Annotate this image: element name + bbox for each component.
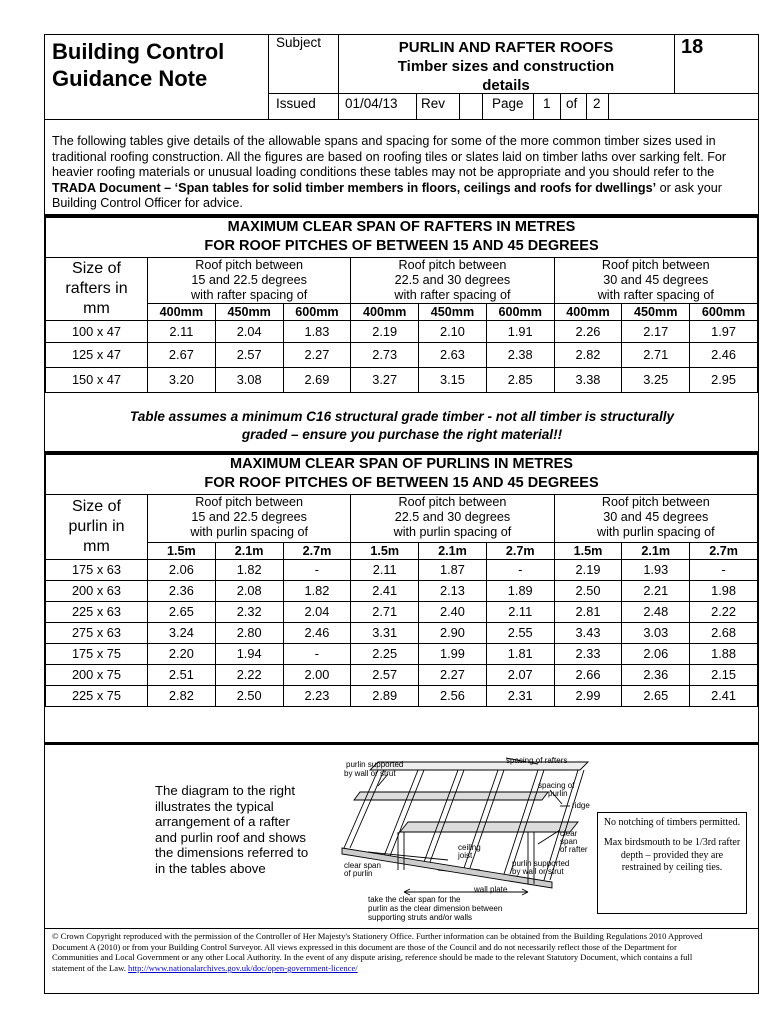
rafters-pitch-group-3: Roof pitch between 30 and 45 degrees with rafter spacing of <box>554 257 757 303</box>
span-value-cell: 2.68 <box>690 622 758 643</box>
purlins-size-header: Size of purlin in mm <box>46 494 148 559</box>
span-value-cell: 1.87 <box>419 559 487 580</box>
table-row <box>46 622 758 643</box>
span-value-cell: 2.66 <box>554 664 622 685</box>
notching-note-box: No notching of timbers permitted. Max birdsmouth to be 1/3rd rafter depth – provided they are restrained by ceiling ties. <box>597 812 747 914</box>
span-value-cell: 2.57 <box>351 664 419 685</box>
span-value-cell: 2.46 <box>283 622 351 643</box>
span-value-cell: 2.81 <box>554 601 622 622</box>
purlins-title-1: MAXIMUM CLEAR SPAN OF PURLINS IN METRES <box>46 455 758 475</box>
spacing-cell: 2.7m <box>690 542 758 559</box>
size-cell: 200 x 63 <box>46 580 148 601</box>
size-cell: 175 x 63 <box>46 559 148 580</box>
span-value-cell: 2.65 <box>148 601 216 622</box>
span-value-cell: 2.99 <box>554 685 622 706</box>
span-value-cell: 2.71 <box>351 601 419 622</box>
span-value-cell: 3.24 <box>148 622 216 643</box>
span-value-cell: 2.32 <box>215 601 283 622</box>
span-value-cell: - <box>486 559 554 580</box>
span-value-cell: 2.25 <box>351 643 419 664</box>
span-value-cell: 2.46 <box>690 342 758 367</box>
span-value-cell: 2.82 <box>554 342 622 367</box>
span-value-cell: 1.88 <box>690 643 758 664</box>
spacing-cell: 2.1m <box>622 542 690 559</box>
span-value-cell: 2.48 <box>622 601 690 622</box>
label-ceiling-joist: ceiling <box>458 843 481 852</box>
spacing-cell: 2.7m <box>486 542 554 559</box>
span-value-cell: 2.13 <box>419 580 487 601</box>
size-cell: 225 x 75 <box>46 685 148 706</box>
span-value-cell: 3.15 <box>419 367 487 392</box>
span-value-cell: 2.85 <box>486 367 554 392</box>
label-clear-span-purlin: clear span <box>344 861 381 870</box>
subject-label: Subject <box>276 35 322 50</box>
page-label: Page <box>492 96 524 111</box>
table-row <box>46 601 758 622</box>
spacing-cell: 2.7m <box>283 542 351 559</box>
table-row <box>46 320 758 342</box>
size-cell: 150 x 47 <box>46 367 148 392</box>
rafters-spacing-row <box>46 303 758 320</box>
span-value-cell: 2.27 <box>419 664 487 685</box>
spacing-cell: 600mm <box>486 303 554 320</box>
span-value-cell: 2.36 <box>622 664 690 685</box>
span-value-cell: 1.97 <box>690 320 758 342</box>
span-value-cell: 2.57 <box>215 342 283 367</box>
table-row <box>46 559 758 580</box>
label-purlin-supported-bottom: purlin supported <box>512 859 570 868</box>
copyright-footer: © Crown Copyright reproduced with the permission of the Controller of Her Majesty's Stationery Office. Further information can be obtained from the Building Regulations 2010 Approved Document A (2010) or from your Building Control Surveyor. All views expressed in this document are those of the Council and do not necessarily reflect those of the Department for Communities and Local Government or any other Local Authority. In the event of any dispute arising, reference should be made to the relevant Statutory Document, which contains a full statement of the Law. http://www.nationalarchives.gov.uk/doc/open-government-licence/ <box>52 931 703 974</box>
span-value-cell: 2.17 <box>622 320 690 342</box>
span-value-cell: 2.38 <box>486 342 554 367</box>
span-value-cell: 2.69 <box>283 367 351 392</box>
span-value-cell: 1.82 <box>283 580 351 601</box>
rafters-title-1: MAXIMUM CLEAR SPAN OF RAFTERS IN METRES <box>46 218 758 238</box>
span-value-cell: 3.03 <box>622 622 690 643</box>
span-value-cell: 1.82 <box>215 559 283 580</box>
span-value-cell: 1.94 <box>215 643 283 664</box>
span-value-cell: 2.33 <box>554 643 622 664</box>
svg-text:supporting struts and/or walls: supporting struts and/or walls <box>368 913 473 922</box>
spacing-cell: 1.5m <box>554 542 622 559</box>
rev-label: Rev <box>421 96 446 111</box>
span-value-cell: 1.93 <box>622 559 690 580</box>
span-value-cell: 2.06 <box>622 643 690 664</box>
purlins-title-2: FOR ROOF PITCHES OF BETWEEN 15 AND 45 DEGREES <box>46 474 758 494</box>
spacing-cell: 450mm <box>215 303 283 320</box>
span-value-cell: 2.51 <box>148 664 216 685</box>
span-value-cell: 2.67 <box>148 342 216 367</box>
span-value-cell: 3.08 <box>215 367 283 392</box>
page-number: 1 <box>543 96 551 111</box>
span-value-cell: 2.21 <box>622 580 690 601</box>
intro-paragraph: The following tables give details of the allowable spans and spacing for some of the more common timber sizes used in traditional roofing construction. All the figures are based on roofing tiles or slates laid on timber laths over sarking felt. For heavier roofing materials or unusual loading conditions these tables may not be appropriate and you should refer to the TRADA Document – ‘Span tables for solid timber members in floors, ceilings and roofs for dwellings’ or ask your Building Control Officer for advice. <box>52 134 727 210</box>
span-value-cell: 2.20 <box>148 643 216 664</box>
span-value-cell: 2.11 <box>148 320 216 342</box>
span-value-cell: 2.55 <box>486 622 554 643</box>
subject-title: PURLIN AND RAFTER ROOFS Timber sizes and construction details <box>397 39 615 94</box>
size-cell: 225 x 63 <box>46 601 148 622</box>
span-value-cell: 3.38 <box>554 367 622 392</box>
spacing-cell: 2.1m <box>419 542 487 559</box>
span-value-cell: 2.41 <box>351 580 419 601</box>
rafters-title-2: FOR ROOF PITCHES OF BETWEEN 15 AND 45 DEGREES <box>46 237 758 257</box>
svg-text:by wall or strut: by wall or strut <box>512 867 564 876</box>
label-spacing-purlin: spacing of <box>538 781 575 790</box>
table-row <box>46 342 758 367</box>
span-value-cell: 2.90 <box>419 622 487 643</box>
span-value-cell: 2.63 <box>419 342 487 367</box>
span-value-cell: 2.10 <box>419 320 487 342</box>
svg-text:by wall or strut: by wall or strut <box>344 769 396 778</box>
spacing-cell: 450mm <box>622 303 690 320</box>
diagram-caption: take the clear span for the <box>368 895 461 904</box>
span-value-cell: 2.27 <box>283 342 351 367</box>
spacing-cell: 450mm <box>419 303 487 320</box>
span-value-cell: 2.56 <box>419 685 487 706</box>
span-value-cell: 1.91 <box>486 320 554 342</box>
purlins-span-table <box>45 454 758 707</box>
span-value-cell: 2.23 <box>283 685 351 706</box>
purlins-pitch-group-2: Roof pitch between 22.5 and 30 degrees with purlin spacing of <box>351 494 554 542</box>
span-value-cell: 1.81 <box>486 643 554 664</box>
span-value-cell: 2.80 <box>215 622 283 643</box>
span-value-cell: 2.22 <box>690 601 758 622</box>
of-label: of <box>566 96 578 111</box>
span-value-cell: 2.50 <box>215 685 283 706</box>
table-row <box>46 580 758 601</box>
span-value-cell: 2.11 <box>351 559 419 580</box>
purlins-pitch-group-3: Roof pitch between 30 and 45 degrees with purlin spacing of <box>554 494 757 542</box>
span-value-cell: 3.31 <box>351 622 419 643</box>
span-value-cell: 2.26 <box>554 320 622 342</box>
rafters-pitch-group-2: Roof pitch between 22.5 and 30 degrees with rafter spacing of <box>351 257 554 303</box>
span-value-cell: 2.06 <box>148 559 216 580</box>
table-row <box>46 685 758 706</box>
document-title: Building Control Guidance Note <box>52 39 225 91</box>
size-cell: 125 x 47 <box>46 342 148 367</box>
span-value-cell: 2.19 <box>351 320 419 342</box>
timber-grade-note: Table assumes a minimum C16 structural grade timber - not all timber is structurally graded – ensure you purchase the right material!! <box>129 409 675 442</box>
spacing-cell: 400mm <box>554 303 622 320</box>
roof-construction-diagram <box>338 752 600 924</box>
licence-link[interactable]: http://www.nationalarchives.gov.uk/doc/open-government-licence/ <box>128 963 358 974</box>
size-cell: 175 x 75 <box>46 643 148 664</box>
rafters-span-table <box>45 217 758 393</box>
span-value-cell: 1.83 <box>283 320 351 342</box>
svg-text:purlin as the clear dimension: purlin as the clear dimension between <box>368 904 503 913</box>
size-cell: 275 x 63 <box>46 622 148 643</box>
span-value-cell: 2.04 <box>283 601 351 622</box>
span-value-cell: 3.43 <box>554 622 622 643</box>
span-value-cell: - <box>283 559 351 580</box>
span-value-cell: 2.50 <box>554 580 622 601</box>
label-spacing-rafters: spacing of rafters <box>506 756 568 765</box>
span-value-cell: 2.11 <box>486 601 554 622</box>
span-value-cell: - <box>690 559 758 580</box>
span-value-cell: 2.07 <box>486 664 554 685</box>
spacing-cell: 400mm <box>351 303 419 320</box>
purlins-pitch-group-1: Roof pitch between 15 and 22.5 degrees with purlin spacing of <box>148 494 351 542</box>
diagram-labels <box>344 756 590 922</box>
issued-date: 01/04/13 <box>345 96 398 111</box>
spacing-cell: 1.5m <box>351 542 419 559</box>
span-value-cell: 2.73 <box>351 342 419 367</box>
issued-label: Issued <box>276 96 316 111</box>
diagram-description: The diagram to the right illustrates the typical arrangement of a rafter and purlin roof and shows the dimensions referred to in the tables above <box>155 783 309 876</box>
span-value-cell: 2.82 <box>148 685 216 706</box>
span-value-cell: 2.31 <box>486 685 554 706</box>
span-value-cell: 2.36 <box>148 580 216 601</box>
span-value-cell: 3.20 <box>148 367 216 392</box>
span-value-cell: 2.95 <box>690 367 758 392</box>
span-value-cell: 2.15 <box>690 664 758 685</box>
svg-text:joist: joist <box>458 851 473 860</box>
span-value-cell: 2.08 <box>215 580 283 601</box>
svg-text:purlin: purlin <box>548 789 568 798</box>
span-value-cell: 2.71 <box>622 342 690 367</box>
label-clear-span-rafter: clear <box>560 829 578 838</box>
page-total: 2 <box>593 96 601 111</box>
span-value-cell: - <box>283 643 351 664</box>
span-value-cell: 3.25 <box>622 367 690 392</box>
spacing-cell: 1.5m <box>148 542 216 559</box>
size-cell: 100 x 47 <box>46 320 148 342</box>
span-value-cell: 2.04 <box>215 320 283 342</box>
svg-text:of purlin: of purlin <box>344 869 373 878</box>
span-value-cell: 2.00 <box>283 664 351 685</box>
svg-text:span: span <box>560 837 578 846</box>
purlins-spacing-row <box>46 542 758 559</box>
table-row <box>46 664 758 685</box>
span-value-cell: 1.89 <box>486 580 554 601</box>
spacing-cell: 600mm <box>283 303 351 320</box>
rafters-pitch-group-1: Roof pitch between 15 and 22.5 degrees with rafter spacing of <box>148 257 351 303</box>
span-value-cell: 2.19 <box>554 559 622 580</box>
span-value-cell: 1.99 <box>419 643 487 664</box>
span-value-cell: 2.41 <box>690 685 758 706</box>
spacing-cell: 400mm <box>148 303 216 320</box>
rafters-size-header: Size of rafters in mm <box>46 257 148 320</box>
label-wall-plate: wall plate <box>474 885 508 894</box>
spacing-cell: 600mm <box>690 303 758 320</box>
span-value-cell: 1.98 <box>690 580 758 601</box>
spacing-cell: 2.1m <box>215 542 283 559</box>
span-value-cell: 2.22 <box>215 664 283 685</box>
svg-text:of rafter: of rafter <box>560 845 588 854</box>
table-row <box>46 367 758 392</box>
guidance-number: 18 <box>681 36 704 58</box>
size-cell: 200 x 75 <box>46 664 148 685</box>
span-value-cell: 2.89 <box>351 685 419 706</box>
label-ridge: ridge <box>572 801 590 810</box>
table-row <box>46 643 758 664</box>
span-value-cell: 3.27 <box>351 367 419 392</box>
span-value-cell: 2.40 <box>419 601 487 622</box>
span-value-cell: 2.65 <box>622 685 690 706</box>
label-purlin-supported-top: purlin supported <box>346 760 404 769</box>
